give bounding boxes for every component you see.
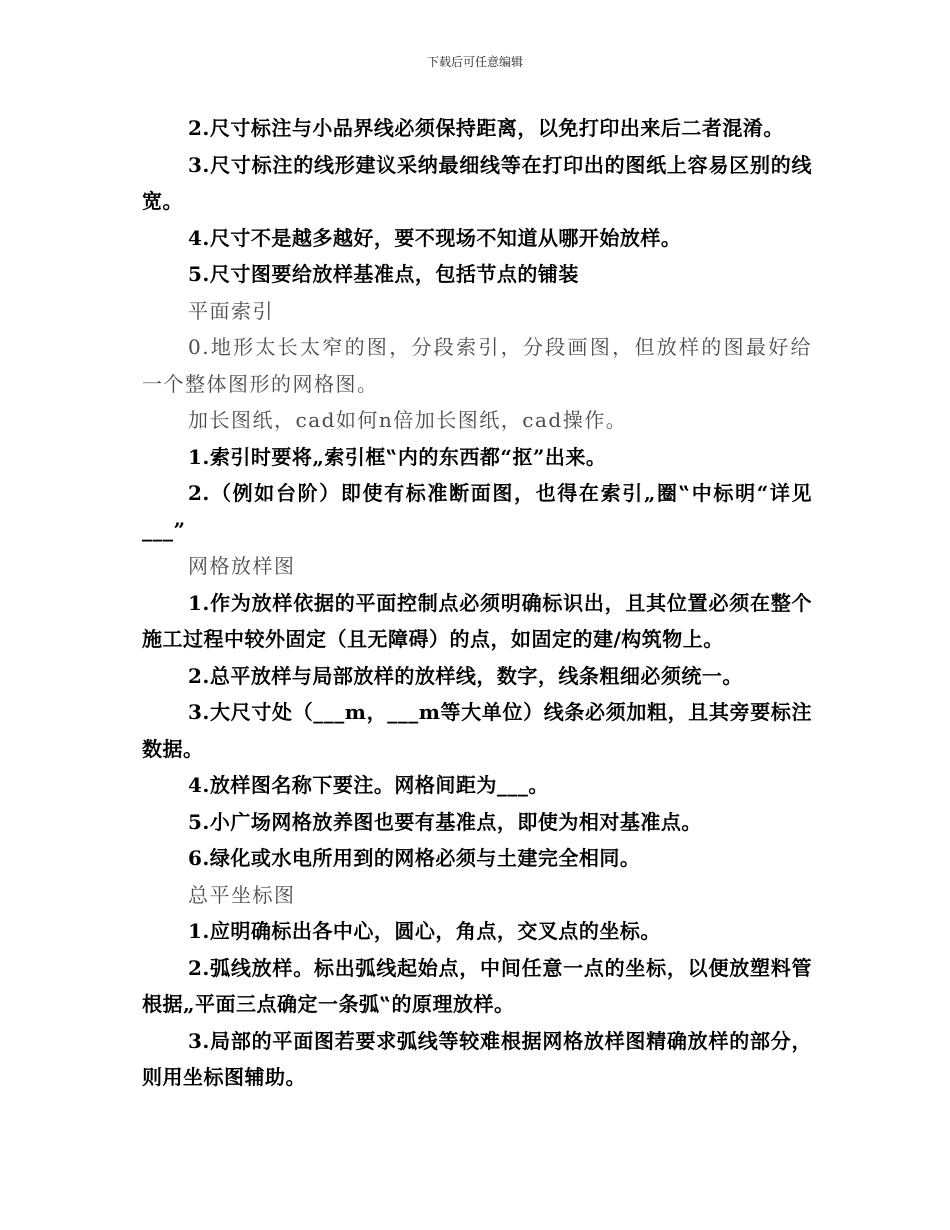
paragraph-grid-greening: 6.绿化或水电所用到的网格必须与土建完全相同。 [188, 846, 641, 870]
section-heading-coordinate-plan: 总平坐标图 [188, 882, 296, 907]
paragraph-coord-points: 1.应明确标出各中心，圆心，角点，交叉点的坐标。 [188, 919, 661, 943]
paragraph-grid-large-dimension: 3.大尺寸处（___m，___m等大单位）线条必须加粗，且其旁要标注数据。 [142, 700, 812, 761]
paragraph-index-terrain: 0.地形太长太窄的图，分段索引，分段画图，但放样的图最好给一个整体图形的网格图。 [142, 335, 812, 396]
paragraph-grid-plaza: 5.小广场网格放养图也要有基准点，即使为相对基准点。 [188, 809, 702, 834]
document-body [142, 110, 812, 1096]
paragraph-dimension-distance: 2.尺寸标注与小品界线必须保持距离，以免打印出来后二者混淆。 [188, 116, 784, 140]
paragraph-index-cad: 加长图纸，cad如何n倍加长图纸，cad操作。 [188, 408, 628, 432]
page-header: 下载后可任意编辑 [426, 55, 523, 69]
paragraph-dimension-quantity: 4.尺寸不是越多越好，要不现场不知道从哪开始放样。 [188, 225, 682, 250]
paragraph-index-section: 2.（例如台阶）即使有标准断面图，也得在索引„圈‟中标明“详见___” [142, 481, 812, 542]
paragraph-grid-uniform: 2.总平放样与局部放样的放样线，数字，线条粗细必须统一。 [188, 663, 743, 688]
section-heading-grid-layout: 网格放样图 [188, 554, 296, 578]
section-heading-plan-index: 平面索引 [188, 298, 274, 323]
paragraph-dimension-linewidth: 3.尺寸标注的线形建议采纳最细线等在打印出的图纸上容易区别的线宽。 [142, 152, 812, 213]
paragraph-coord-arc: 2.弧线放样。标出弧线起始点，中间任意一点的坐标，以便放塑料管根据„平面三点确定一条弧‟的原理放样。 [142, 955, 812, 1016]
paragraph-coord-auxiliary: 3.局部的平面图若要求弧线等较难根据网格放样图精确放样的部分，则用坐标图辅助。 [142, 1028, 812, 1089]
paragraph-index-frame: 1.索引时要将„索引框‟内的东西都“抠”出来。 [188, 444, 607, 469]
paragraph-grid-control-points: 1.作为放样依据的平面控制点必须明确标识出，且其位置必须在整个施工过程中较外固定（且无障碍）的点，如固定的建/构筑物上。 [142, 590, 812, 651]
paragraph-grid-spacing: 4.放样图名称下要注。网格间距为___。 [188, 773, 549, 797]
paragraph-dimension-basepoint: 5.尺寸图要给放样基准点，包括节点的铺装 [188, 262, 579, 286]
